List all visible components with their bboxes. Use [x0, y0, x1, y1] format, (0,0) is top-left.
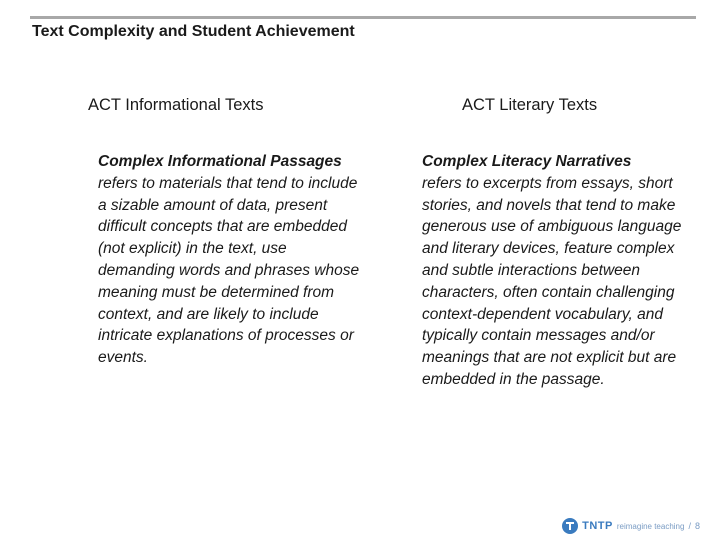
page-separator: / — [688, 521, 691, 531]
informational-term: Complex Informational Passages — [98, 153, 342, 170]
slide-title: Text Complexity and Student Achievement — [32, 23, 355, 40]
top-divider — [30, 16, 696, 19]
informational-text: refers to materials that tend to include a sizable amount of data, present difficult concepts that are embedded (not explicit) in the text, use demanding words and phrases whose meaning must be determined from context, and are likely to include intricate explanations of processes or events. — [98, 174, 360, 367]
page-number: 8 — [694, 521, 700, 531]
literary-term: Complex Literacy Narratives — [422, 153, 632, 170]
literary-text: refers to excerpts from essays, short stories, and novels that tend to make generous use of ambiguous language and literary devices, feature complex and subtle interactions between characters, often contain challenging context-dependent vocabulary, and typically contain messages and/or meanings that are not explicit but are embedded in the passage. — [422, 174, 682, 388]
informational-description — [98, 151, 360, 369]
logo-text: TNTP — [582, 520, 613, 532]
tntp-logo-icon — [562, 518, 578, 534]
literary-description — [422, 151, 694, 391]
tntp-logo-glyph — [565, 521, 575, 531]
footer — [562, 516, 700, 536]
logo-tagline: reimagine teaching — [616, 521, 685, 531]
column-heading-literary: ACT Literary Texts — [462, 96, 598, 114]
column-heading-informational: ACT Informational Texts — [88, 96, 264, 114]
